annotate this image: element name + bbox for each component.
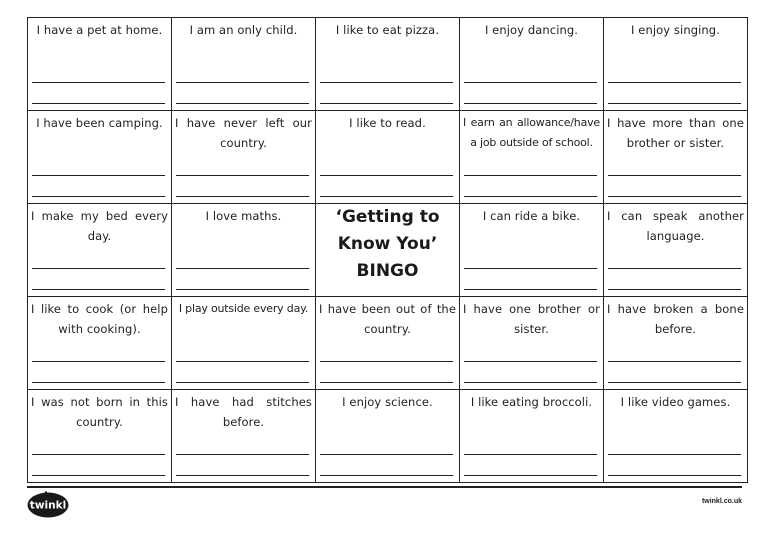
cell-text: I have had stitches before. <box>175 395 312 429</box>
bingo-title-line: Know You’ <box>337 234 438 254</box>
bingo-cell <box>460 18 604 111</box>
answer-line <box>464 82 597 83</box>
cell-text: I enjoy dancing. <box>484 23 579 37</box>
answer-line <box>320 175 453 176</box>
answer-line <box>176 289 309 290</box>
cell-text: I have a pet at home. <box>36 23 163 37</box>
answer-line <box>464 196 597 197</box>
grid-row <box>28 204 748 297</box>
answer-line <box>32 361 165 362</box>
cell-text: I like video games. <box>620 395 731 409</box>
bingo-cell <box>460 111 604 204</box>
answer-line <box>176 382 309 383</box>
answer-line <box>464 103 597 104</box>
cell-text: I have been out of the country. <box>319 302 456 336</box>
answer-line <box>464 454 597 455</box>
cell-text: I was not born in this country. <box>31 395 168 429</box>
answer-line <box>320 82 453 83</box>
answer-line <box>320 475 453 476</box>
bingo-cell <box>316 18 460 111</box>
cell-text: I play outside every day. <box>178 302 309 315</box>
answer-line <box>608 361 741 362</box>
bingo-cell <box>172 18 316 111</box>
cell-text: I have one brother or sister. <box>463 302 600 336</box>
cell-text: I have more than one brother or sister. <box>607 116 744 150</box>
bingo-cell <box>172 390 316 483</box>
answer-line <box>176 196 309 197</box>
bingo-cell <box>316 297 460 390</box>
cell-text: I have never left our country. <box>175 116 312 150</box>
answer-line <box>320 382 453 383</box>
bingo-cell <box>172 111 316 204</box>
cell-text: I like eating broccoli. <box>470 395 593 409</box>
answer-line <box>320 361 453 362</box>
cell-text: I like to read. <box>349 116 426 130</box>
answer-line <box>608 289 741 290</box>
cell-text: I can ride a bike. <box>482 209 581 223</box>
bingo-cell <box>460 297 604 390</box>
answer-line <box>32 175 165 176</box>
bingo-cell <box>172 204 316 297</box>
answer-line <box>608 382 741 383</box>
cell-text: I enjoy science. <box>342 395 433 409</box>
answer-line <box>464 382 597 383</box>
bingo-cell <box>172 297 316 390</box>
answer-line <box>320 454 453 455</box>
bingo-cell <box>28 297 172 390</box>
grid-row <box>28 18 748 111</box>
grid-row <box>28 297 748 390</box>
cell-text: I can speak another language. <box>607 209 744 243</box>
answer-line <box>608 475 741 476</box>
twinkl-logo-text: twinkl <box>29 499 67 512</box>
answer-line <box>176 475 309 476</box>
bingo-cell <box>604 204 748 297</box>
answer-line <box>32 103 165 104</box>
answer-line <box>176 361 309 362</box>
answer-line <box>320 196 453 197</box>
answer-line <box>608 103 741 104</box>
bingo-cell <box>316 390 460 483</box>
cell-text: I earn an allowance/have a job outside of school. <box>463 116 600 149</box>
answer-line <box>176 268 309 269</box>
footer-divider <box>27 486 742 488</box>
cell-text: I make my bed every day. <box>31 209 168 243</box>
twinkl-logo <box>27 490 69 518</box>
answer-line <box>464 175 597 176</box>
bingo-cell <box>604 18 748 111</box>
answer-line <box>176 103 309 104</box>
bingo-cell <box>28 204 172 297</box>
bingo-cell <box>316 111 460 204</box>
answer-line <box>32 454 165 455</box>
answer-line <box>608 82 741 83</box>
cell-text: I have broken a bone before. <box>607 302 744 336</box>
answer-line <box>464 475 597 476</box>
answer-line <box>464 361 597 362</box>
cell-text: I have been camping. <box>36 116 163 130</box>
answer-line <box>464 289 597 290</box>
bingo-cell <box>460 204 604 297</box>
bingo-cell <box>28 111 172 204</box>
cell-text: I love maths. <box>205 209 282 223</box>
answer-line <box>32 475 165 476</box>
answer-line <box>32 196 165 197</box>
answer-line <box>32 82 165 83</box>
grid-row <box>28 390 748 483</box>
answer-line <box>32 382 165 383</box>
grid-row <box>28 111 748 204</box>
bingo-grid <box>27 17 748 483</box>
site-url: twinkl.co.uk <box>701 498 742 505</box>
answer-line <box>608 175 741 176</box>
cell-text: I like to eat pizza. <box>335 23 440 37</box>
answer-line <box>176 82 309 83</box>
bingo-title-cell <box>316 204 460 297</box>
cell-text: I am an only child. <box>189 23 298 37</box>
answer-line <box>176 175 309 176</box>
bingo-cell <box>604 390 748 483</box>
answer-line <box>32 289 165 290</box>
bingo-title-line: ‘Getting to <box>335 207 440 227</box>
answer-line <box>320 103 453 104</box>
answer-line <box>176 454 309 455</box>
bingo-title-line: BINGO <box>356 261 419 281</box>
bingo-cell <box>28 18 172 111</box>
bingo-cell <box>460 390 604 483</box>
bingo-cell <box>604 297 748 390</box>
answer-line <box>608 196 741 197</box>
answer-line <box>32 268 165 269</box>
answer-line <box>464 268 597 269</box>
bingo-cell <box>28 390 172 483</box>
answer-line <box>608 268 741 269</box>
cell-text: I enjoy singing. <box>631 23 720 37</box>
bingo-cell <box>604 111 748 204</box>
cell-text: I like to cook (or help with cooking). <box>31 302 168 336</box>
answer-line <box>608 454 741 455</box>
